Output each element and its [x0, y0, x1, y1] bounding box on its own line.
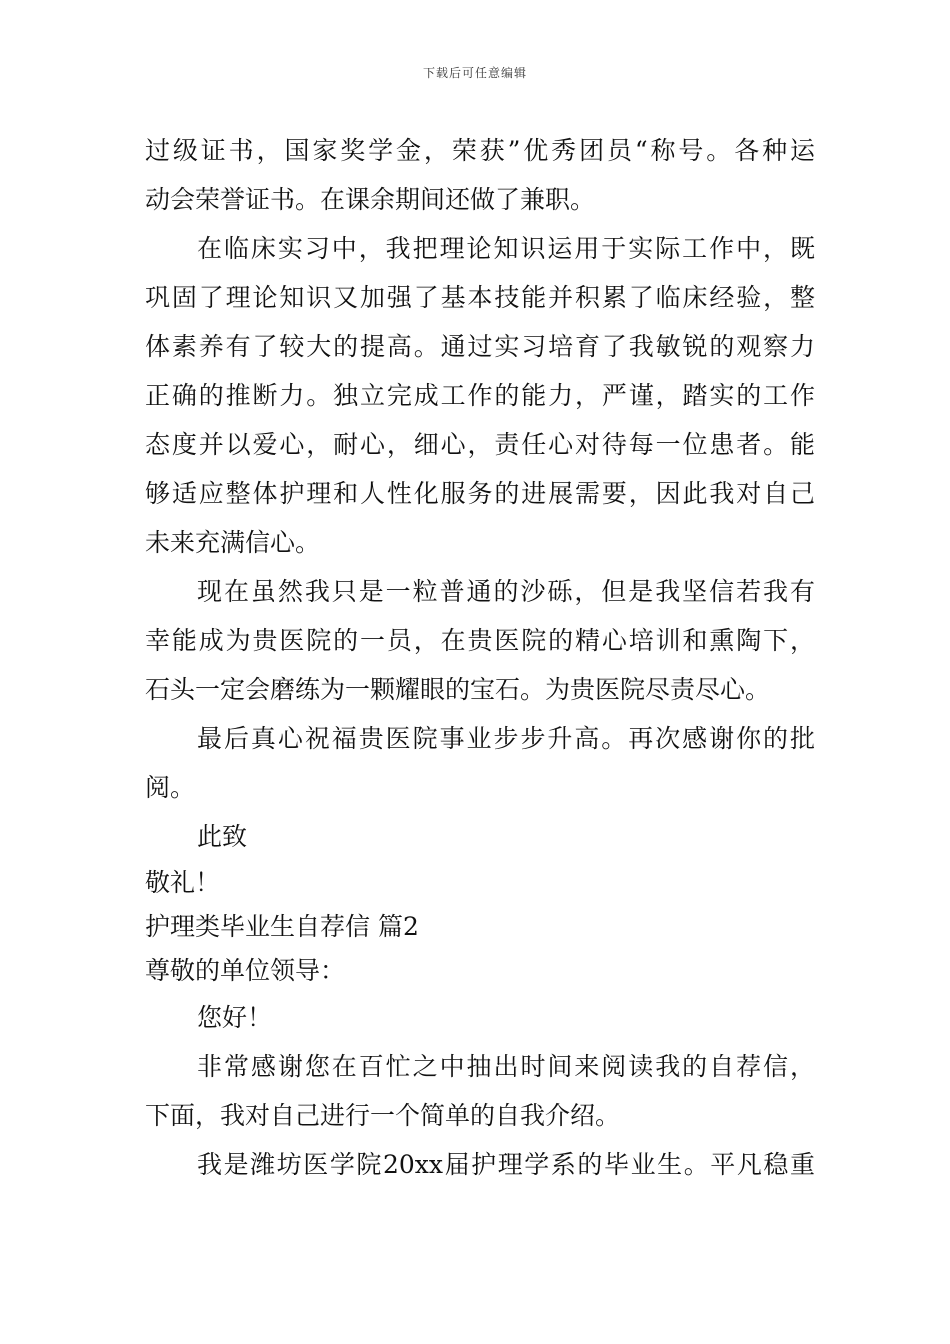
section-title: 护理类毕业生自荐信 篇2 — [145, 912, 419, 941]
text-line: 阅。 — [145, 773, 196, 802]
paragraph-start: 现在虽然我只是一粒普通的沙砾，但是我坚信若我有 — [197, 577, 815, 606]
closing-salute: 敬礼！ — [145, 868, 221, 897]
text-line: 动会荣誉证书。在课余期间还做了兼职。 — [145, 185, 596, 214]
text-line: 下面，我对自己进行一个简单的自我介绍。 — [145, 1101, 621, 1130]
paragraph-start: 我是潍坊医学院20xx届护理学系的毕业生。平凡稳重 — [197, 1150, 815, 1179]
closing-phrase: 此致 — [197, 822, 248, 851]
paragraph-start: 非常感谢您在百忙之中抽出时间来阅读我的自荐信， — [197, 1052, 815, 1081]
text-line: 幸能成为贵医院的一员，在贵医院的精心培训和熏陶下， — [145, 626, 815, 655]
text-line: 够适应整体护理和人性化服务的进展需要，因此我对自己 — [145, 479, 815, 508]
text-line: 巩固了理论知识又加强了基本技能并积累了临床经验，整 — [145, 283, 815, 312]
page-header: 下载后可任意编辑 — [422, 66, 527, 80]
paragraph-start: 最后真心祝福贵医院事业步步升高。再次感谢你的批 — [197, 724, 815, 753]
document-body — [145, 126, 815, 1189]
salutation: 尊敬的单位领导： — [145, 956, 346, 985]
text-line: 态度并以爱心，耐心，细心，责任心对待每一位患者。能 — [145, 430, 815, 459]
text-line: 正确的推断力。独立完成工作的能力，严谨，踏实的工作 — [145, 381, 815, 410]
text-line: 未来充满信心。 — [145, 528, 321, 557]
text-line: 过级证书，国家奖学金，荣获”优秀团员“称号。各种运 — [145, 136, 815, 165]
greeting: 您好！ — [197, 1003, 273, 1032]
text-line: 体素养有了较大的提高。通过实习培育了我敏锐的观察力 — [145, 332, 815, 361]
text-line: 石头一定会磨练为一颗耀眼的宝石。为贵医院尽责尽心。 — [145, 675, 771, 704]
paragraph-start: 在临床实习中，我把理论知识运用于实际工作中，既 — [197, 234, 815, 263]
